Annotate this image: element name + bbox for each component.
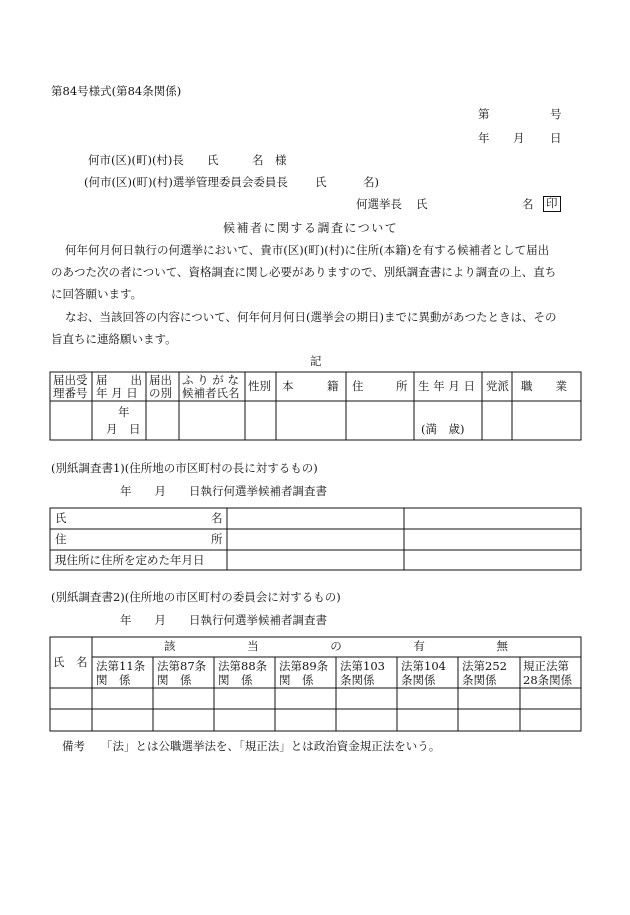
addressee-committee-shi: 氏 xyxy=(315,175,327,189)
col7-line1: 法第252 xyxy=(462,659,507,673)
span-header-char-4: 有 xyxy=(413,639,425,653)
header-address-b: 所 xyxy=(396,379,408,393)
doc-number-dai: 第 xyxy=(478,107,490,121)
span-header-char-5: 無 xyxy=(496,639,508,653)
header-reg-no-2: 理番号 xyxy=(53,386,88,400)
addressee-mayor-mei: 名 xyxy=(252,153,264,167)
header-honseki-a: 本 xyxy=(282,379,294,393)
header-furigana: ふ り が な xyxy=(182,373,239,387)
col8-line2: 28条関係 xyxy=(523,673,573,687)
span-header-char-3: の xyxy=(330,639,342,653)
date-year: 年 xyxy=(478,131,490,145)
col5-line2: 条関係 xyxy=(340,673,375,687)
row-date-month-day: 月 日 xyxy=(106,422,141,436)
annex1-row2-b: 所 xyxy=(211,532,223,546)
header-date-1: 届 出 xyxy=(96,373,142,387)
annex1-row3-a: 現住所に住所を定めた年月日 xyxy=(55,553,205,567)
col3-line2: 関 係 xyxy=(218,673,253,687)
row-age: (満 歳) xyxy=(421,422,465,436)
body-para2-line2: 旨直ちに連絡願います。 xyxy=(51,332,177,346)
header-kind-2: の別 xyxy=(149,386,172,400)
col8-line1: 規正法第 xyxy=(523,659,569,673)
header-honseki-b: 籍 xyxy=(327,379,339,393)
col2-line1: 法第87条 xyxy=(157,659,207,673)
row-date-year: 年 xyxy=(118,405,130,419)
annex2-span-header xyxy=(96,641,576,653)
body-para2-line1: なお、当該回答の内容について、何年何月何日(選挙会の期日)までに異動があつたときは、その xyxy=(65,310,557,324)
annex2-caption: (別紙調査書2)(住所地の市区町村の委員会に対するもの) xyxy=(51,590,341,604)
col3-line1: 法第88条 xyxy=(218,659,268,673)
annex1-row1-b: 名 xyxy=(211,511,223,525)
col1-line2: 関 係 xyxy=(96,673,131,687)
sender-mei: 名 xyxy=(522,197,534,211)
addressee-mayor-sama: 様 xyxy=(275,153,287,167)
sender-shi: 氏 xyxy=(416,197,428,211)
annex1-row1-a: 氏 xyxy=(55,511,67,525)
seal-stamp-label: 印 xyxy=(543,196,561,212)
body-para1-line3: に回答願います。 xyxy=(51,287,143,301)
remark-text: 「法」とは公職選挙法を、「規正法」とは政治資金規正法をいう。 xyxy=(101,739,441,753)
header-candidate-name: 候補者氏名 xyxy=(182,386,240,400)
span-header-char-1: 該 xyxy=(164,639,176,653)
addressee-mayor-shi: 氏 xyxy=(207,153,219,167)
annex1-title: 年 月 日執行何選挙候補者調査書 xyxy=(120,484,327,498)
ki-marker: 記 xyxy=(310,354,322,368)
col7-line2: 条関係 xyxy=(462,673,497,687)
doc-number-go: 号 xyxy=(550,107,562,121)
col6-line1: 法第104 xyxy=(401,659,446,673)
col5-line1: 法第103 xyxy=(340,659,385,673)
remark-label: 備考 xyxy=(62,739,85,753)
date-day: 日 xyxy=(550,131,562,145)
col2-line2: 関 係 xyxy=(157,673,192,687)
col4-line1: 法第89条 xyxy=(279,659,329,673)
date-month: 月 xyxy=(513,131,525,145)
col4-line2: 関 係 xyxy=(279,673,314,687)
body-para1-line2: のあつた次の者について、資格調査に関し必要がありますので、別紙調査書により調査の上、直ち xyxy=(51,265,557,279)
seal-stamp xyxy=(543,196,561,212)
header-birthdate: 生 年 月 日 xyxy=(418,379,475,393)
addressee-committee-mei: 名) xyxy=(363,175,379,189)
sender-title: 何選挙長 xyxy=(356,197,402,211)
annex2-name-header: 氏 名 xyxy=(53,655,88,669)
header-date-2: 年 月 日 xyxy=(96,386,138,400)
addressee-committee: (何市(区)(町)(村)選挙管理委員会委員長 xyxy=(84,175,288,189)
body-para1-line1: 何年何月何日執行の何選挙において、貴市(区)(町)(村)に住所(本籍)を有する候補者として届出 xyxy=(65,243,550,257)
header-party: 党派 xyxy=(486,379,509,393)
header-sex: 性別 xyxy=(248,379,271,393)
header-kind-1: 届出 xyxy=(149,373,172,387)
header-reg-no-1: 届出受 xyxy=(53,373,88,387)
form-number: 第84号様式(第84条関係) xyxy=(51,84,182,98)
document-title: 候補者に関する調査について xyxy=(223,221,399,235)
annex1-caption: (別紙調査書1)(住所地の市区町村の長に対するもの) xyxy=(51,461,318,475)
header-occupation: 職 業 xyxy=(521,379,567,393)
addressee-mayor: 何市(区)(町)(村)長 xyxy=(88,153,184,167)
col1-line1: 法第11条 xyxy=(96,659,146,673)
annex1-row2-a: 住 xyxy=(55,532,67,546)
col6-line2: 条関係 xyxy=(401,673,436,687)
span-header-char-2: 当 xyxy=(247,639,259,653)
header-address-a: 住 xyxy=(352,379,364,393)
annex2-title: 年 月 日執行何選挙候補者調査書 xyxy=(120,613,327,627)
